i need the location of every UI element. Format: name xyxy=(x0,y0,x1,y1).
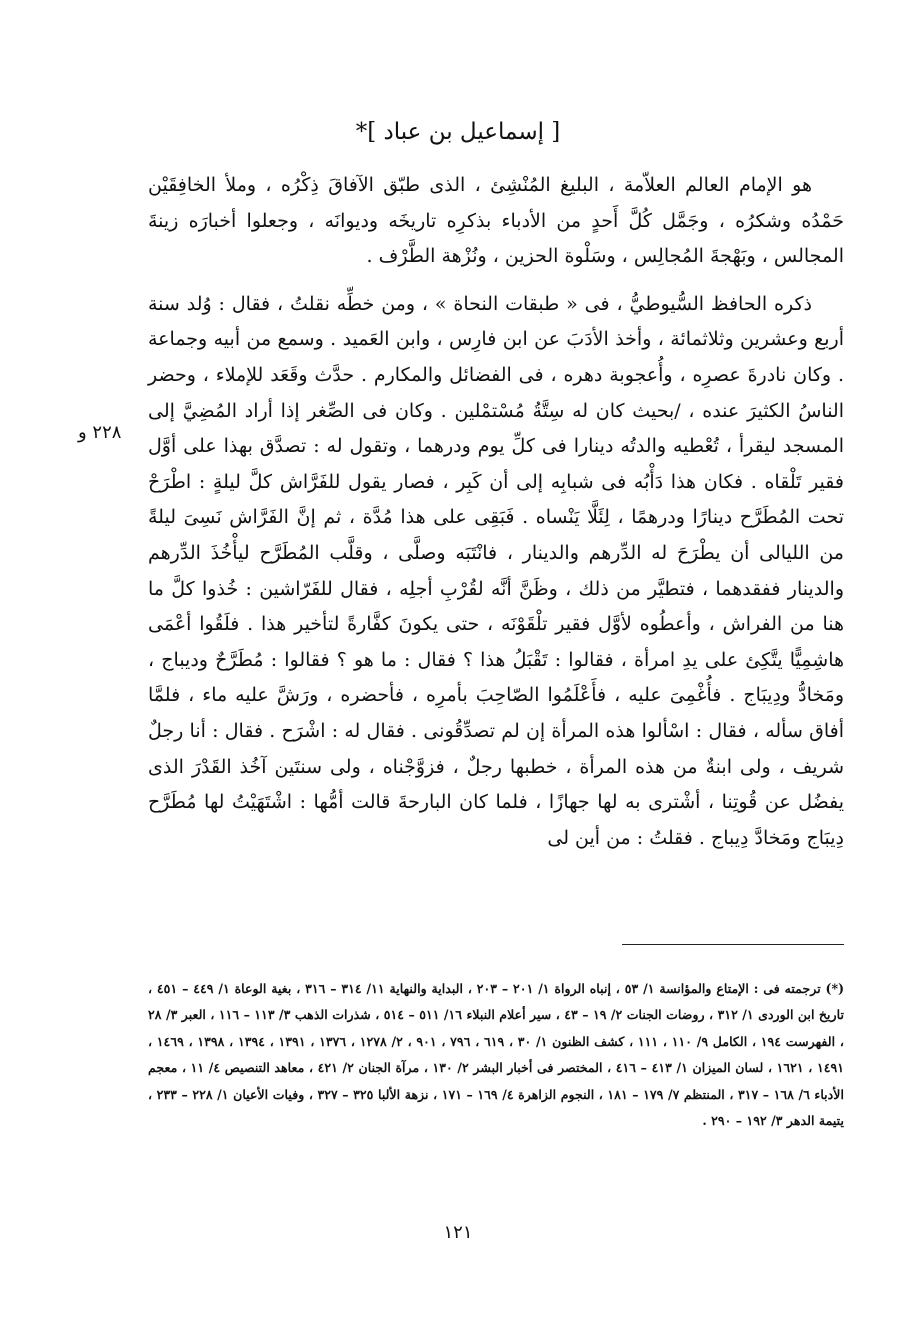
main-text xyxy=(148,168,844,856)
paragraph-intro: هو الإمام العالم العلاّمة ، البليغ المُنْشِئ ، الذى طبّق الآفاقَ ذِكْرُه ، وملأ الخافِقَيْن حَمْدُه وشكرُه ، وجَمَّل كُلَّ أَحدٍ من الأدباء بذكرِه تاريخَه وديوانَه ، وجعلوا أخبارَه زينةَ المجالس ، وبَهْجةَ المُجالِس ، وسَلْوة الحزين ، ونُزْهة الطَّرْف . xyxy=(148,174,844,268)
paragraph-body: ذكره الحافظ السُّيوطيُّ ، فى « طبقات النحاة » ، ومن خطِّه نقلتُ ، فقال : وُلد سنة أربع وعشرين وثلاثمائة ، وأخذ الأدَبَ عن ابن فارِس ، وابن العَميد . وسمع من أبيه وجماعة . وكان نادرةَ عصرِه ، وأُعجوبة دهره ، فى الفضائل والمكارم . حدَّث وقَعَد للإملاء ، وحضر الناسُ الكثيرَ عنده ، /بحيث كان له سِتَّةُ مُسْتمْلين . وكان فى الصِّغر إذا أراد المُضِيَّ إلى المسجد ليقرأ ، تُعْطيه والدتُه دينارا فى كلِّ يوم ودرهما ، وتقول له : تصدَّق بهذا على أوَّل فقير تَلْقاه . فكان هذا دَأْبُه فى شبابِه إلى أن كَبِر ، فصار يقول للفَرَّاش كلَّ ليلةٍ : اطْرَحْ تحت المُطَرَّح دينارًا ودرهمًا ، لِئَلَّا يَنْساه . فَبَقِى على هذا مُدَّة ، ثم إنَّ الفَرَّاش نَسِىَ ليلةً من الليالى أن يطْرَحَ له الدِّرهم والدينار ، فانْتَبَه وصلَّى ، وقلَّب المُطَرَّح ليأْخُذَ الدِّرهم والدينار ففقدهما ، فتطيَّر من ذلك ، وظَنَّ أنَّه لقُرْبِ أجلِه ، فقال للفَرّاشين : خُذوا كلَّ ما هنا من الفراش ، وأعطُوه لأوَّل فقير تلْقَوْنَه ، حتى يكونَ كفَّارةً لتأخير هذا . فلَقُوا أعْمَى هاشِمِيًّا يتَّكِئ على يدِ امرأة ، فقالوا : تَقْبَلُ هذا ؟ فقال : ما هو ؟ فقالوا : مُطَرَّحٌ وديباج ، ومَخادُّ ودِيبَاج . فأُغْمِىَ عليه ، فأَعْلَمُوا الصّاحِبَ بأمرِه ، فأحضره ، ورَشَّ عليه ماء ، فلمَّا أفاق سأله ، فقال : اسْألوا هذه المرأة إن لم تصدِّقُونى . فقال له : اشْرَح . فقال : أنا رجلٌ شريف ، ولى ابنةٌ من هذه المرأة ، خطبها رجلٌ ، فزوَّجْناه ، ولى سنتَين آخُذ القَدْرَ الذى يفضُل عن قُوتِنا ، أشْترى به لها جهازًا ، فلما كان البارحةَ قالت أمُّها : اشْتَهَيْتُ لها مُطَرَّح دِيبَاج ومَخادَّ دِيباج . فقلتُ : من أين لى xyxy=(148,292,845,849)
biography-title: [ إسماعيل بن عباد ]* xyxy=(355,119,561,145)
footnote-sources: (*) ترجمته فى : الإمتاع والمؤانسة ١/ ٥٣ ، إنباه الرواة ١/ ٢٠١ – ٢٠٣ ، البداية والنهاية ١١/ ٣١٤ – ٣١٦ ، بغية الوعاة ١/ ٤٤٩ – ٤٥١ ، تاريخ ابن الوردى ١/ ٣١٢ ، روضات الجنات ٢/ ١٩ – ٤٣ ، سير أعلام النبلاء ١٦/ ٥١١ – ٥١٤ ، شذرات الذهب ٣/ ١١٣ – ١١٦ ، العبر ٣/ ٢٨ ، الفهرست ١٩٤ ، الكامل ٩/ ١١٠ ، ١١١ ، كشف الظنون ١/ ٣٠ ، ٦١٩ ، ٧٩٦ ، ٩٠١ ، ٢/ ١٢٧٨ ، ١٣٧٦ ، ١٣٩١ ، ١٣٩٤ ، ١٣٩٨ ، ١٤٦٩ ، ١٤٩١ ، ١٦٢١ ، لسان الميزان ١/ ٤١٣ – ٤١٦ ، المختصر فى أخبار البشر ٢/ ١٣٠ ، مرآة الجنان ٢/ ٤٢١ ، معاهد التنصيص ٤/ ١١ ، معجم الأدباء ٦/ ١٦٨ – ٣١٧ ، المنتظم ٧/ ١٧٩ – ١٨١ ، النجوم الزاهرة ٤/ ١٦٩ – ١٧١ ، نزهة الألبا ٣٢٥ – ٣٢٧ ، وفيات الأعيان ١/ ٢٢٨ – ٢٣٣ ، يتيمة الدهر ٣/ ١٩٢ – ٢٩٠ . xyxy=(148,981,845,1129)
footnote-divider xyxy=(622,944,844,945)
page-number: ١٢١ xyxy=(443,1222,473,1243)
margin-folio-note: ٢٢٨ و xyxy=(78,422,122,443)
